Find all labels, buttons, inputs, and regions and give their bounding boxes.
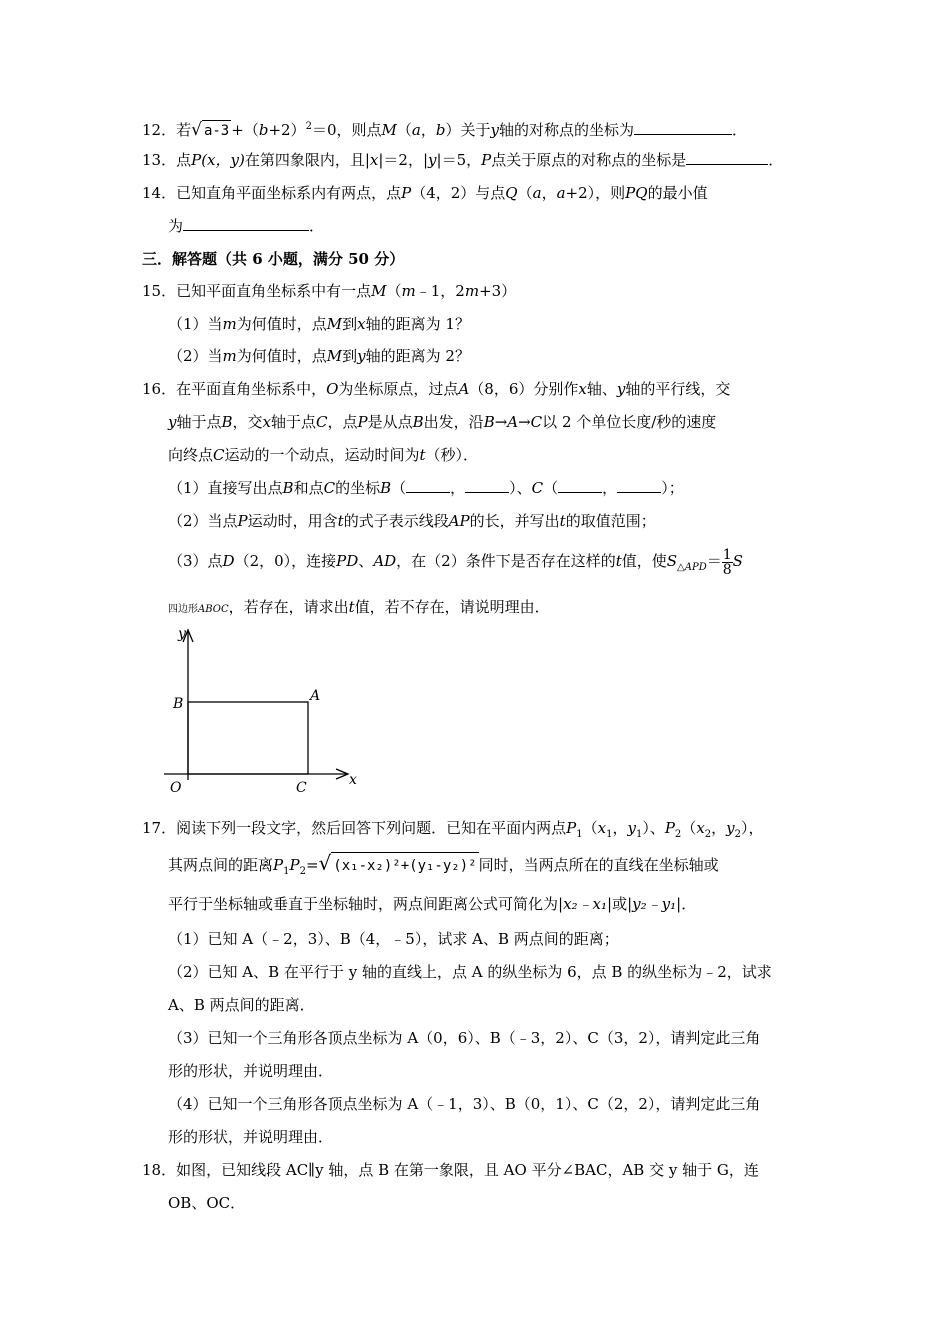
coordinate-figure <box>160 622 360 802</box>
question-14-line2: 为 ． <box>168 217 325 235</box>
radicand: a-3 <box>202 120 231 141</box>
question-12: 12．若√ $a-3 +(b+2)^2=0$，则点M（a，b）关于y轴的对称点的坐标为 ． <box>142 120 747 140</box>
question-16-part3-cont: 四边形ABOC，若存在，请求出t值，若不存在，请说明理由． <box>168 598 550 616</box>
question-17-part3: （3）已知一个三角形各顶点坐标为 A（0，6）、B（﹣3，2）、C（3，2），请判定此三角 <box>168 1029 761 1047</box>
question-17-part4-cont: 形的形状，并说明理由． <box>168 1128 334 1146</box>
label-x: x <box>349 772 357 788</box>
question-16-line3: 向终点C运动的一个动点，运动时间为t（秒）． <box>168 446 479 464</box>
question-17-part4: （4）已知一个三角形各顶点坐标为 A（﹣1，3）、B（0，1）、C（2，2），请判定此三角 <box>168 1095 761 1113</box>
question-15: 15．已知平面直角坐标系中有一点M（m﹣1，2m+3） <box>142 282 517 300</box>
question-18: 18．如图，已知线段 AC∥y 轴，点 B 在第一象限，且 AO 平分∠BAC，AB 交 y 轴于 G，连 <box>142 1161 759 1179</box>
question-17-line3: 平行于坐标轴或垂直于坐标轴时，两点间距离公式可简化为|x₂﹣x₁|或|y₂﹣y₁|． <box>168 895 697 913</box>
label-y: y <box>178 626 186 642</box>
question-16: 16．在平面直角坐标系中，O为坐标原点，过点A（8，6）分别作x轴、y轴的平行线，交 <box>142 380 731 398</box>
question-17: 17．阅读下列一段文字，然后回答下列问题．已知在平面内两点$P_1(x_1$，$y_1$）、$P_2(x_2$，$y_2$）， <box>142 819 764 840</box>
question-15-part2: （2）当m为何值时，点M到y轴的距离为 2？ <box>168 347 470 365</box>
label-C: C <box>296 780 307 796</box>
question-17-part2-cont: A、B 两点间的距离． <box>168 996 315 1014</box>
fraction-one-eighth: $\frac{1}{8}$ <box>722 546 732 578</box>
question-17-part2: （2）已知 A、B 在平行于 y 轴的直线上，点 A 的纵坐标为 6，点 B 的纵坐标为﹣2，试求 <box>168 963 772 981</box>
answer-blank[interactable] <box>465 478 509 493</box>
question-16-line2: y轴于点B，交x轴于点C，点P是从点B出发，沿B→A→C以 2 个单位长度/秒的速度 <box>168 413 717 431</box>
question-17-part3-cont: 形的形状，并说明理由． <box>168 1062 334 1080</box>
question-13: 13．点P(x，y)在第四象限内，且|x|＝2，|y|＝5，P点关于原点的对称点的坐标是 ． <box>142 151 784 169</box>
question-15-part1: （1）当m为何值时，点M到x轴的距离为 1？ <box>168 315 470 333</box>
label-A: A <box>310 688 321 704</box>
question-18-line2: OB、OC． <box>168 1194 246 1212</box>
label-B: B <box>173 696 184 712</box>
label-O: O <box>170 780 182 796</box>
answer-blank[interactable] <box>634 120 732 135</box>
rectangle-ABOC <box>188 702 308 774</box>
answer-blank[interactable] <box>686 150 768 165</box>
answer-blank[interactable] <box>183 216 309 231</box>
distance-formula: (x₁-x₂)²+(y₁-y₂)² <box>331 852 478 879</box>
answer-blank[interactable] <box>617 478 661 493</box>
question-16-part2: （2）当点P运动时，用含t的式子表示线段AP的长，并写出t的取值范围； <box>168 512 656 530</box>
section-heading: 三．解答题（共 6 小题，满分 50 分） <box>142 250 405 268</box>
question-16-part1: （1）直接写出点B和点C的坐标B（ ， ）、C（ ， ）； <box>168 479 684 497</box>
answer-blank[interactable] <box>558 478 602 493</box>
question-14: 14．已知直角平面坐标系内有两点，点P（4，2）与点Q（a，a+2），则PQ的最小值 <box>142 184 708 202</box>
question-17-part1: （1）已知 A（﹣2，3）、B（4，﹣5），试求 A、B 两点间的距离； <box>168 930 619 948</box>
answer-blank[interactable] <box>406 478 450 493</box>
question-17-line2: 其两点间的距离$P_1P_2=√$ (x₁-x₂)²+(y₁-y₂)² 同时，当两点所在的直线在坐标轴或 <box>168 851 719 877</box>
question-16-part3: （3）点D（2，0），连接PD、AD，在（2）条件下是否存在这样的t值，使$S_{\triangle APD}=$ $\frac{1}{8}$ S <box>168 546 743 578</box>
